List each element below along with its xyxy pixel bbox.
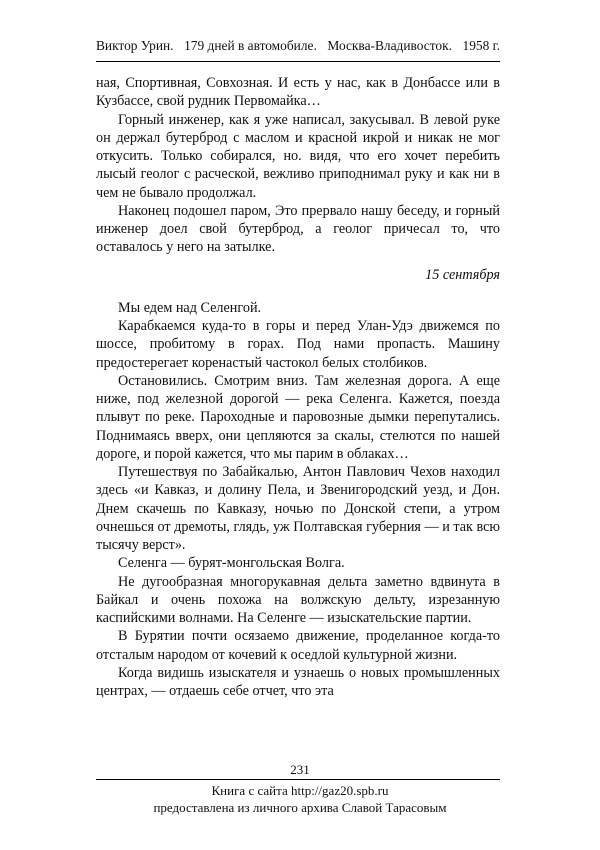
paragraph: Карабкаемся куда-то в горы и перед Улан-Удэ движемся по шоссе, пробитому в горах. Под нами пропасть. Машину предостерегает коренастый частокол белых столбиков. — [96, 318, 500, 371]
page-body — [96, 74, 500, 700]
paragraph: В Бурятии почти осязаемо движение, проделанное когда-то отсталым народом от кочевий к оседлой культурной жизни. — [96, 628, 500, 663]
header-year: 1958 г. — [462, 38, 500, 53]
footer-source-line: Книга с сайта http://gaz20.spb.ru — [211, 783, 389, 798]
header-route: Москва-Владивосток. — [327, 38, 452, 53]
page-number: 231 — [290, 762, 310, 777]
paragraph: Путешествуя по Забайкалью, Антон Павлович Чехов находил здесь «и Кавказ, и долину Пела, и Звенигородский уезд, и Дон. Днем скачешь по Кавказу, ночью по Донской степи, а утром очнешься от дремоты, глядь, уж Полтавская губерния — и так всю тысячу верст». — [96, 464, 500, 553]
paragraph: Не дугообразная многорукавная дельта заметно вдвинута в Байкал и очень похожа на волжскую дельту, изрезанную каспийскими волнами. На Селенге — изыскательские партии. — [96, 573, 500, 626]
paragraph: Мы едем над Селенгой. — [118, 299, 262, 316]
footer — [0, 782, 600, 816]
footer-divider — [96, 779, 500, 780]
paragraph: Остановились. Смотрим вниз. Там железная дорога. А еще ниже, под железной дорогой — река Селенга. Кажется, поезда плывут по реке. Пароходные и паровозные дымки перепутались. Поднимаясь вверх, они цепляются за скалы, стелются по нашей дороге, и порой кажется, что мы парим в облаках… — [96, 372, 500, 462]
header-author: Виктор Урин. — [96, 38, 174, 53]
paragraph: Селенга — бурят-монгольская Волга. — [118, 555, 345, 572]
paragraph: ная, Спортивная, Совхозная. И есть у нас, как в Донбассе или в Кузбассе, свой рудник Первомайка… — [96, 75, 500, 110]
running-header — [96, 38, 500, 54]
footer-credit-line: предоставлена из личного архива Славой Тарасовым — [153, 800, 447, 815]
header-title: 179 дней в автомобиле. — [184, 38, 317, 53]
paragraph: Когда видишь изыскателя и узнаешь о новых промышленных центрах, — отдаешь себе отчет, что эта — [96, 664, 500, 699]
header-divider — [96, 61, 500, 62]
diary-date: 15 сентября — [425, 266, 500, 283]
paragraph: Горный инженер, как я уже написал, закусывал. В левой руке он держал бутерброд с маслом и красной икрой и никак не мог откусить. Только собирался, но. видя, что его хочет перебить лысый геолог с расческой, вежливо приподнимал руку и как ни в чем не бывало продолжал. — [96, 111, 500, 201]
paragraph: Наконец подошел паром, Это прервало нашу беседу, и горный инженер доел свой бутерброд, а геолог причесал то, что оставалось у него на затылке. — [96, 202, 500, 256]
